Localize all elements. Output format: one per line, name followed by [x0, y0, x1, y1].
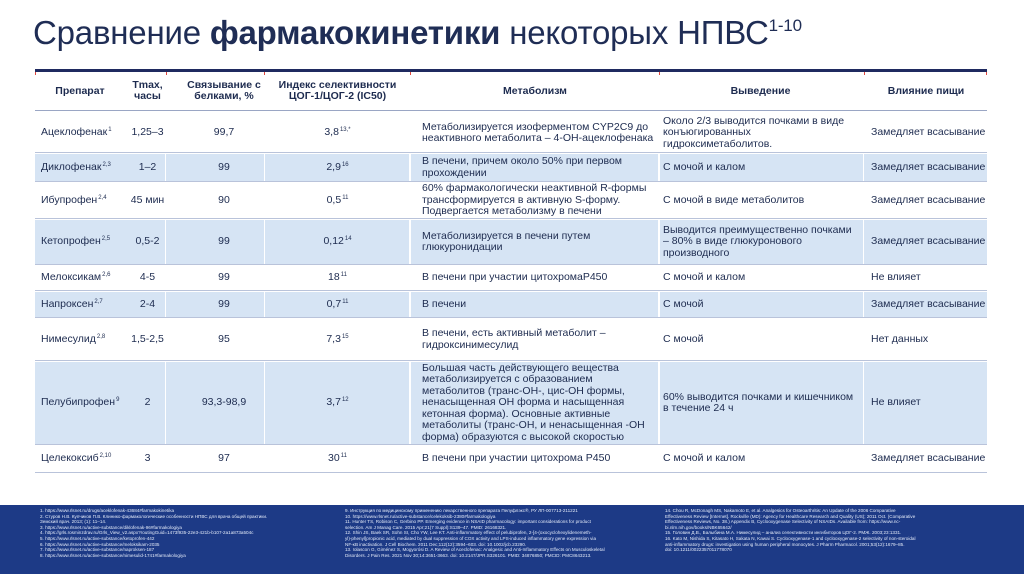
cell-protein-text: 90 [218, 193, 230, 206]
cell-tmax [125, 361, 170, 445]
cell-metabolism-text: В печени, причем около 50% при первом прохождении [422, 155, 623, 179]
header-selectivity: Индекс селективности ЦОГ-1/ЦОГ-2 (IC50) [278, 79, 397, 102]
cell-metabolism [422, 318, 654, 361]
header-metabolism: Метаболизм [503, 84, 567, 97]
cell-drug [41, 445, 129, 473]
cell-food-text: Замедляет всасывание [871, 126, 986, 139]
cell-excretion-text: С мочой и калом [663, 452, 746, 465]
cell-metabolism-text: В печени, есть активный метаболит – гидроксинимесулид [422, 327, 606, 351]
footnotes-col-1 [40, 508, 330, 558]
cell-tmax [125, 291, 170, 318]
cell-selectivity [270, 182, 405, 219]
footnote-line: 2. Стуров Н.В. Купчиков П.В. Клинико-фармакологические особенности НПВС для врача общей практики. [40, 513, 268, 519]
cell-metabolism-text: Метаболизируется изоферментом CYP2C9 до неактивного метаболита – 4-ОН-ацеклофенака [422, 120, 654, 144]
footnote-line: 1. https://www.rlsnet.ru/drugs/aceklofenak-43684#farmakokinetika [40, 508, 175, 513]
cell-drug [41, 318, 129, 361]
cell-drug-text: Нимесулид [41, 332, 96, 345]
cell-protein [185, 291, 263, 318]
header-food-effect: Влияние пищи [887, 84, 965, 97]
cell-protein-text: 99 [218, 160, 230, 173]
footnote-line: 13. Iolascon G, Giménez S, Mogyorósi D. A Review of Aceclofenac: Analgesic and Anti-Inflammatory Effects on Musculoskeletal [345, 547, 605, 553]
cell-tmax [125, 318, 170, 361]
header-protein-binding: Связывание с белками, % [187, 79, 261, 102]
cell-drug-text: Диклофенак [41, 160, 102, 173]
cell-selectivity-text: 0,7 [326, 297, 342, 310]
footnote-line: Effectiveness Reviews, No. 38.) Appendix B, Cyclooxygenase Selectivity of NSAIDs. Available from: https://www.nc- [665, 519, 901, 525]
footnote-line: 14. Chou R, McDonagh MS, Nakamoto E, et al. Analgesics for Osteoarthritis: An Update of the 2006 Comparative [665, 508, 896, 513]
cell-excretion-text: С мочой [663, 332, 704, 345]
cell-selectivity-text: 0,5 [326, 193, 342, 206]
cell-drug [41, 182, 129, 219]
cell-excretion [663, 318, 855, 361]
comparison-table [35, 69, 987, 465]
cell-drug-ref: 2,8 [96, 333, 106, 340]
cell-protein-text: 99 [218, 235, 230, 248]
cell-food [871, 445, 987, 473]
footnote-line: Disorders. J Pain Res. 2021 Nov 30;14:3651-3663. doi: 10.2147/JPR.S326101. PMID: 34876850; PMCID: PMC8643213. [345, 552, 592, 558]
cell-tmax-text: 3 [144, 452, 151, 465]
cell-drug-ref: 2,7 [94, 298, 103, 305]
footnote-line: 4. https://grls.rosminzdrav.ru/Grls_View_v2.aspx?routingGuid=1473f935-22e3-421b-b107-2a1a873a504c [40, 530, 254, 536]
table-header [35, 72, 987, 110]
cell-drug [41, 113, 129, 153]
footnote-line: 7. https://www.rlsnet.ru/active-substance/naproksen-187 [40, 547, 155, 553]
cell-excretion [663, 445, 855, 473]
page-title [33, 14, 802, 52]
title-part2: некоторых НПВС [500, 14, 769, 51]
cell-metabolism-text: Метаболизируется в печени путем глюкуронидации [422, 229, 591, 253]
cell-drug-ref: 1 [108, 127, 112, 134]
cell-tmax-text: 1,25–3 [131, 126, 164, 139]
footnote-line: yl)-phenyl]propionic acid, mediated by dual suppression of COX activity and LPS-induced inflammatory gene expression via [345, 535, 597, 541]
cell-protein-text: 99,7 [213, 126, 235, 139]
cell-food-text: Замедляет всасывание [871, 235, 986, 248]
cell-excretion-text: 60% выводится почками и кишечником в течение 24 ч [663, 390, 854, 414]
cell-excretion [663, 291, 855, 318]
header-drug: Препарат [55, 84, 105, 97]
cell-selectivity-ref: 16 [341, 161, 349, 168]
cell-tmax-text: 4-5 [139, 271, 156, 284]
footnotes-col-2 [345, 508, 650, 558]
cell-selectivity-ref: 11 [340, 272, 347, 279]
cell-metabolism [422, 219, 654, 265]
footnote-line: 8. https://www.rlsnet.ru/active-substance/nimesulid-1741#farmakologiya [40, 552, 186, 558]
cell-food [871, 113, 987, 153]
cell-food [871, 153, 987, 182]
cell-selectivity-text: 30 [328, 452, 340, 465]
cell-metabolism [422, 361, 654, 445]
cell-tmax [125, 445, 170, 473]
cell-selectivity [270, 153, 405, 182]
cell-excretion-text: Выводится преимущественно почками – 80% в виде глюкуронового производного [663, 223, 852, 259]
cell-protein-text: 95 [218, 332, 230, 345]
cell-tmax-text: 2 [144, 396, 151, 409]
table-row [35, 219, 987, 265]
cell-food [871, 265, 987, 291]
cell-food-text: Замедляет всасывание [871, 297, 986, 310]
cell-selectivity [270, 361, 405, 445]
cell-selectivity [270, 113, 405, 153]
cell-drug [41, 291, 129, 318]
footnote-line: 12. Shin JS, Baek SR, Sohn SI, Cho YW, Lee KT. Anti-inflammatory effect of pelubiprofen, 2-[4-(oxocyclohexylidenemeth- [345, 530, 592, 536]
footnote-line: Effectiveness Review [Internet]. Rockville (MD): Agency for Healthcare Research and Quality (US); 2011 Oct. (Comparative [665, 513, 916, 519]
footnote-line: anti-inflammatory drugs: investigation using human peripheral monocytes. J Pharm Pharmacol. 2001;53(12):1679–85. [665, 541, 905, 547]
cell-protein [185, 219, 263, 265]
cell-selectivity-ref: 15 [341, 333, 349, 340]
cell-excretion [663, 265, 855, 291]
table-row [35, 265, 987, 291]
cell-food-text: Замедляет всасывание [871, 160, 986, 173]
footnote-line: Земский врач. 2013; (1): 11–14. [40, 519, 107, 525]
cell-excretion [663, 219, 855, 265]
title-part1: Сравнение [33, 14, 210, 51]
cell-food [871, 182, 987, 219]
footnotes-col-3 [665, 508, 985, 553]
cell-selectivity [270, 291, 405, 318]
cell-protein [185, 361, 263, 445]
cell-excretion-text: С мочой [663, 297, 704, 310]
cell-food [871, 219, 987, 265]
cell-metabolism-text: 60% фармакологически неактивной R-формы трансформируется в активную S-форму. Подвергается метаболизму в печени [422, 182, 647, 218]
cell-drug-ref: 9 [116, 397, 120, 404]
table-row [35, 318, 987, 361]
cell-metabolism [422, 113, 654, 153]
title-sup: 1-10 [768, 16, 802, 35]
cell-drug [41, 265, 129, 291]
cell-tmax-text: 0,5-2 [135, 235, 160, 248]
cell-metabolism [422, 182, 654, 219]
cell-selectivity-text: 3,7 [326, 396, 341, 409]
cell-excretion-text: С мочой в виде метаболитов [663, 193, 805, 206]
cell-tmax-text: 1,5-2,5 [131, 332, 164, 345]
cell-selectivity [270, 265, 405, 291]
cell-selectivity-text: 3,8 [324, 126, 339, 139]
cell-selectivity-text: 18 [328, 271, 340, 284]
cell-food-text: Замедляет всасывание [871, 193, 986, 206]
cell-excretion [663, 153, 855, 182]
cell-excretion-text: С мочой и калом [663, 160, 746, 173]
cell-protein-text: 99 [218, 271, 230, 284]
cell-protein [185, 445, 263, 473]
cell-metabolism-text: В печени при участии цитохрома Р450 [422, 452, 611, 465]
cell-metabolism-text: В печени при участии цитохромаР450 [422, 271, 608, 284]
cell-selectivity-text: 0,12 [323, 235, 344, 248]
cell-drug-ref: 2,4 [98, 194, 107, 201]
cell-excretion-text: С мочой и калом [663, 271, 746, 284]
cell-drug-text: Кетопрофен [41, 235, 101, 248]
cell-selectivity-ref: 11 [342, 194, 349, 201]
footnote-line: doi: 10.1211/0022357011778070 [665, 547, 732, 553]
cell-tmax-text: 1–2 [138, 160, 157, 173]
footnote-line: bi.nlm.nih.gov/books/NBK65642/ [665, 524, 732, 530]
cell-tmax [125, 153, 170, 182]
cell-excretion [663, 361, 855, 445]
cell-tmax [125, 113, 170, 153]
cell-tmax [125, 219, 170, 265]
footnote-line: 3. https://www.rlsnet.ru/active-substance/diklofenak-96#farmakologiya [40, 524, 182, 530]
cell-protein [185, 113, 263, 153]
cell-selectivity-ref: 14 [344, 236, 352, 243]
cell-drug-text: Напроксен [41, 297, 94, 310]
cell-selectivity-text: 2,9 [326, 160, 341, 173]
cell-protein [185, 265, 263, 291]
footnote-line: NF-κB inactivation. J Cell Biochem. 2011 Dec;112(12):3594–603. doi: 10.1002/jcb.23290. [345, 541, 527, 547]
cell-drug-text: Пелубипрофен [41, 396, 116, 409]
table-row [35, 153, 987, 182]
cell-protein [185, 153, 263, 182]
header-tmax: Tmax, часы [132, 79, 163, 102]
cell-protein-text: 93,3-98,9 [201, 396, 247, 409]
footnote-line: 16. Kato M, Nishida S, Kitasato H, Sakata N, Kawai S. Cyclooxygenase-1 and cyclooxygenase-2 selectivity of non-steroidal [665, 535, 916, 541]
header-rule [35, 110, 987, 111]
cell-tmax-text: 45 мин [130, 193, 165, 206]
cell-drug [41, 361, 129, 445]
cell-tmax [125, 265, 170, 291]
cell-food [871, 318, 987, 361]
cell-drug-ref: 2,5 [101, 236, 111, 243]
footnotes-panel [0, 505, 1024, 574]
cell-excretion-text: Около 2/3 выводится почками в виде конъюгированных гидроксиметаболитов. [663, 114, 845, 150]
cell-selectivity-text: 7,3 [326, 332, 341, 345]
footnote-line: 9. Инструкция по медицинскому применению лекарственного препарата Пелуфлэкс®, РУ ЛП-007713-211221 [345, 508, 578, 513]
cell-metabolism [422, 291, 654, 318]
cell-drug-text: Ибупрофен [41, 193, 98, 206]
cell-drug-text: Целекоксиб [41, 452, 99, 465]
cell-selectivity [270, 445, 405, 473]
cell-tmax [125, 182, 170, 219]
cell-metabolism-text: Большая часть действующего вещества метаболизируется с образованием метаболитов (транс-ОН-, цис-ОН формы, ненасыщенная ОН форма и насыщенная кетонная форма). Основные активные метаболиты (транс-ОН, и ненасыщенная -ОН форма) образуются с высокой скоростью [422, 361, 645, 443]
cell-drug-text: Ацеклофенак [41, 126, 108, 139]
cell-selectivity-ref: 13,* [339, 127, 351, 134]
cell-drug-ref: 2,6 [102, 272, 111, 279]
cell-protein [185, 318, 263, 361]
cell-drug-ref: 2,10 [99, 453, 112, 460]
cell-metabolism [422, 445, 654, 473]
cell-selectivity-ref: 12 [341, 397, 349, 404]
footnote-line: 10. https://www.rlsnet.ru/active-substance/celekoksib-2380#farmakologiya [345, 513, 496, 519]
cell-protein-text: 97 [218, 452, 230, 465]
table-row [35, 182, 987, 219]
cell-food-text: Не влияет [871, 271, 921, 284]
cell-selectivity-ref: 11 [340, 453, 347, 460]
cell-metabolism [422, 153, 654, 182]
cell-drug-ref: 2,3 [102, 161, 111, 168]
cell-drug [41, 219, 129, 265]
footnote-line: 15. Головин Д.В., Балыбина М.А. Нимесулид – анализ селективности ингибиторов ЦОГ-2. РМЖ. 2003;23:1331. [665, 530, 902, 536]
table-row [35, 291, 987, 318]
header-excretion: Выведение [730, 84, 791, 97]
cell-metabolism [422, 265, 654, 291]
table-row [35, 361, 987, 445]
footnote-line: 11. Hunter TS, Robison C, Gerbino PP. Emerging evidence in NSAID pharmacology: important considerations for product [345, 519, 591, 525]
cell-food [871, 291, 987, 318]
cell-selectivity [270, 219, 405, 265]
cell-excretion [663, 113, 855, 153]
footnote-line: selection. Am J Manag Care. 2015 Apr;21(7 Suppl):S139–47. PMID: 26168321. [345, 524, 507, 530]
cell-food-text: Замедляет всасывание [871, 452, 986, 465]
cell-selectivity-ref: 11 [342, 298, 349, 305]
cell-food-text: Нет данных [871, 332, 929, 345]
cell-protein-text: 99 [218, 297, 230, 310]
table-row [35, 113, 987, 153]
title-bold: фармакокинетики [209, 14, 501, 51]
cell-food-text: Не влияет [871, 396, 921, 409]
cell-protein [185, 182, 263, 219]
cell-drug [41, 153, 129, 182]
cell-metabolism-text: В печени [422, 297, 467, 310]
footnote-line: 5. https://www.rlsnet.ru/active-substance/ketoprofen-442 [40, 535, 155, 541]
cell-selectivity [270, 318, 405, 361]
footnote-line: 6. https://www.rlsnet.ru/active-substance/meloksikam-2035 [40, 541, 160, 547]
cell-excretion [663, 182, 855, 219]
cell-tmax-text: 2-4 [139, 297, 156, 310]
cell-drug-text: Мелоксикам [41, 271, 102, 284]
cell-food [871, 361, 987, 445]
table-row [35, 445, 987, 473]
